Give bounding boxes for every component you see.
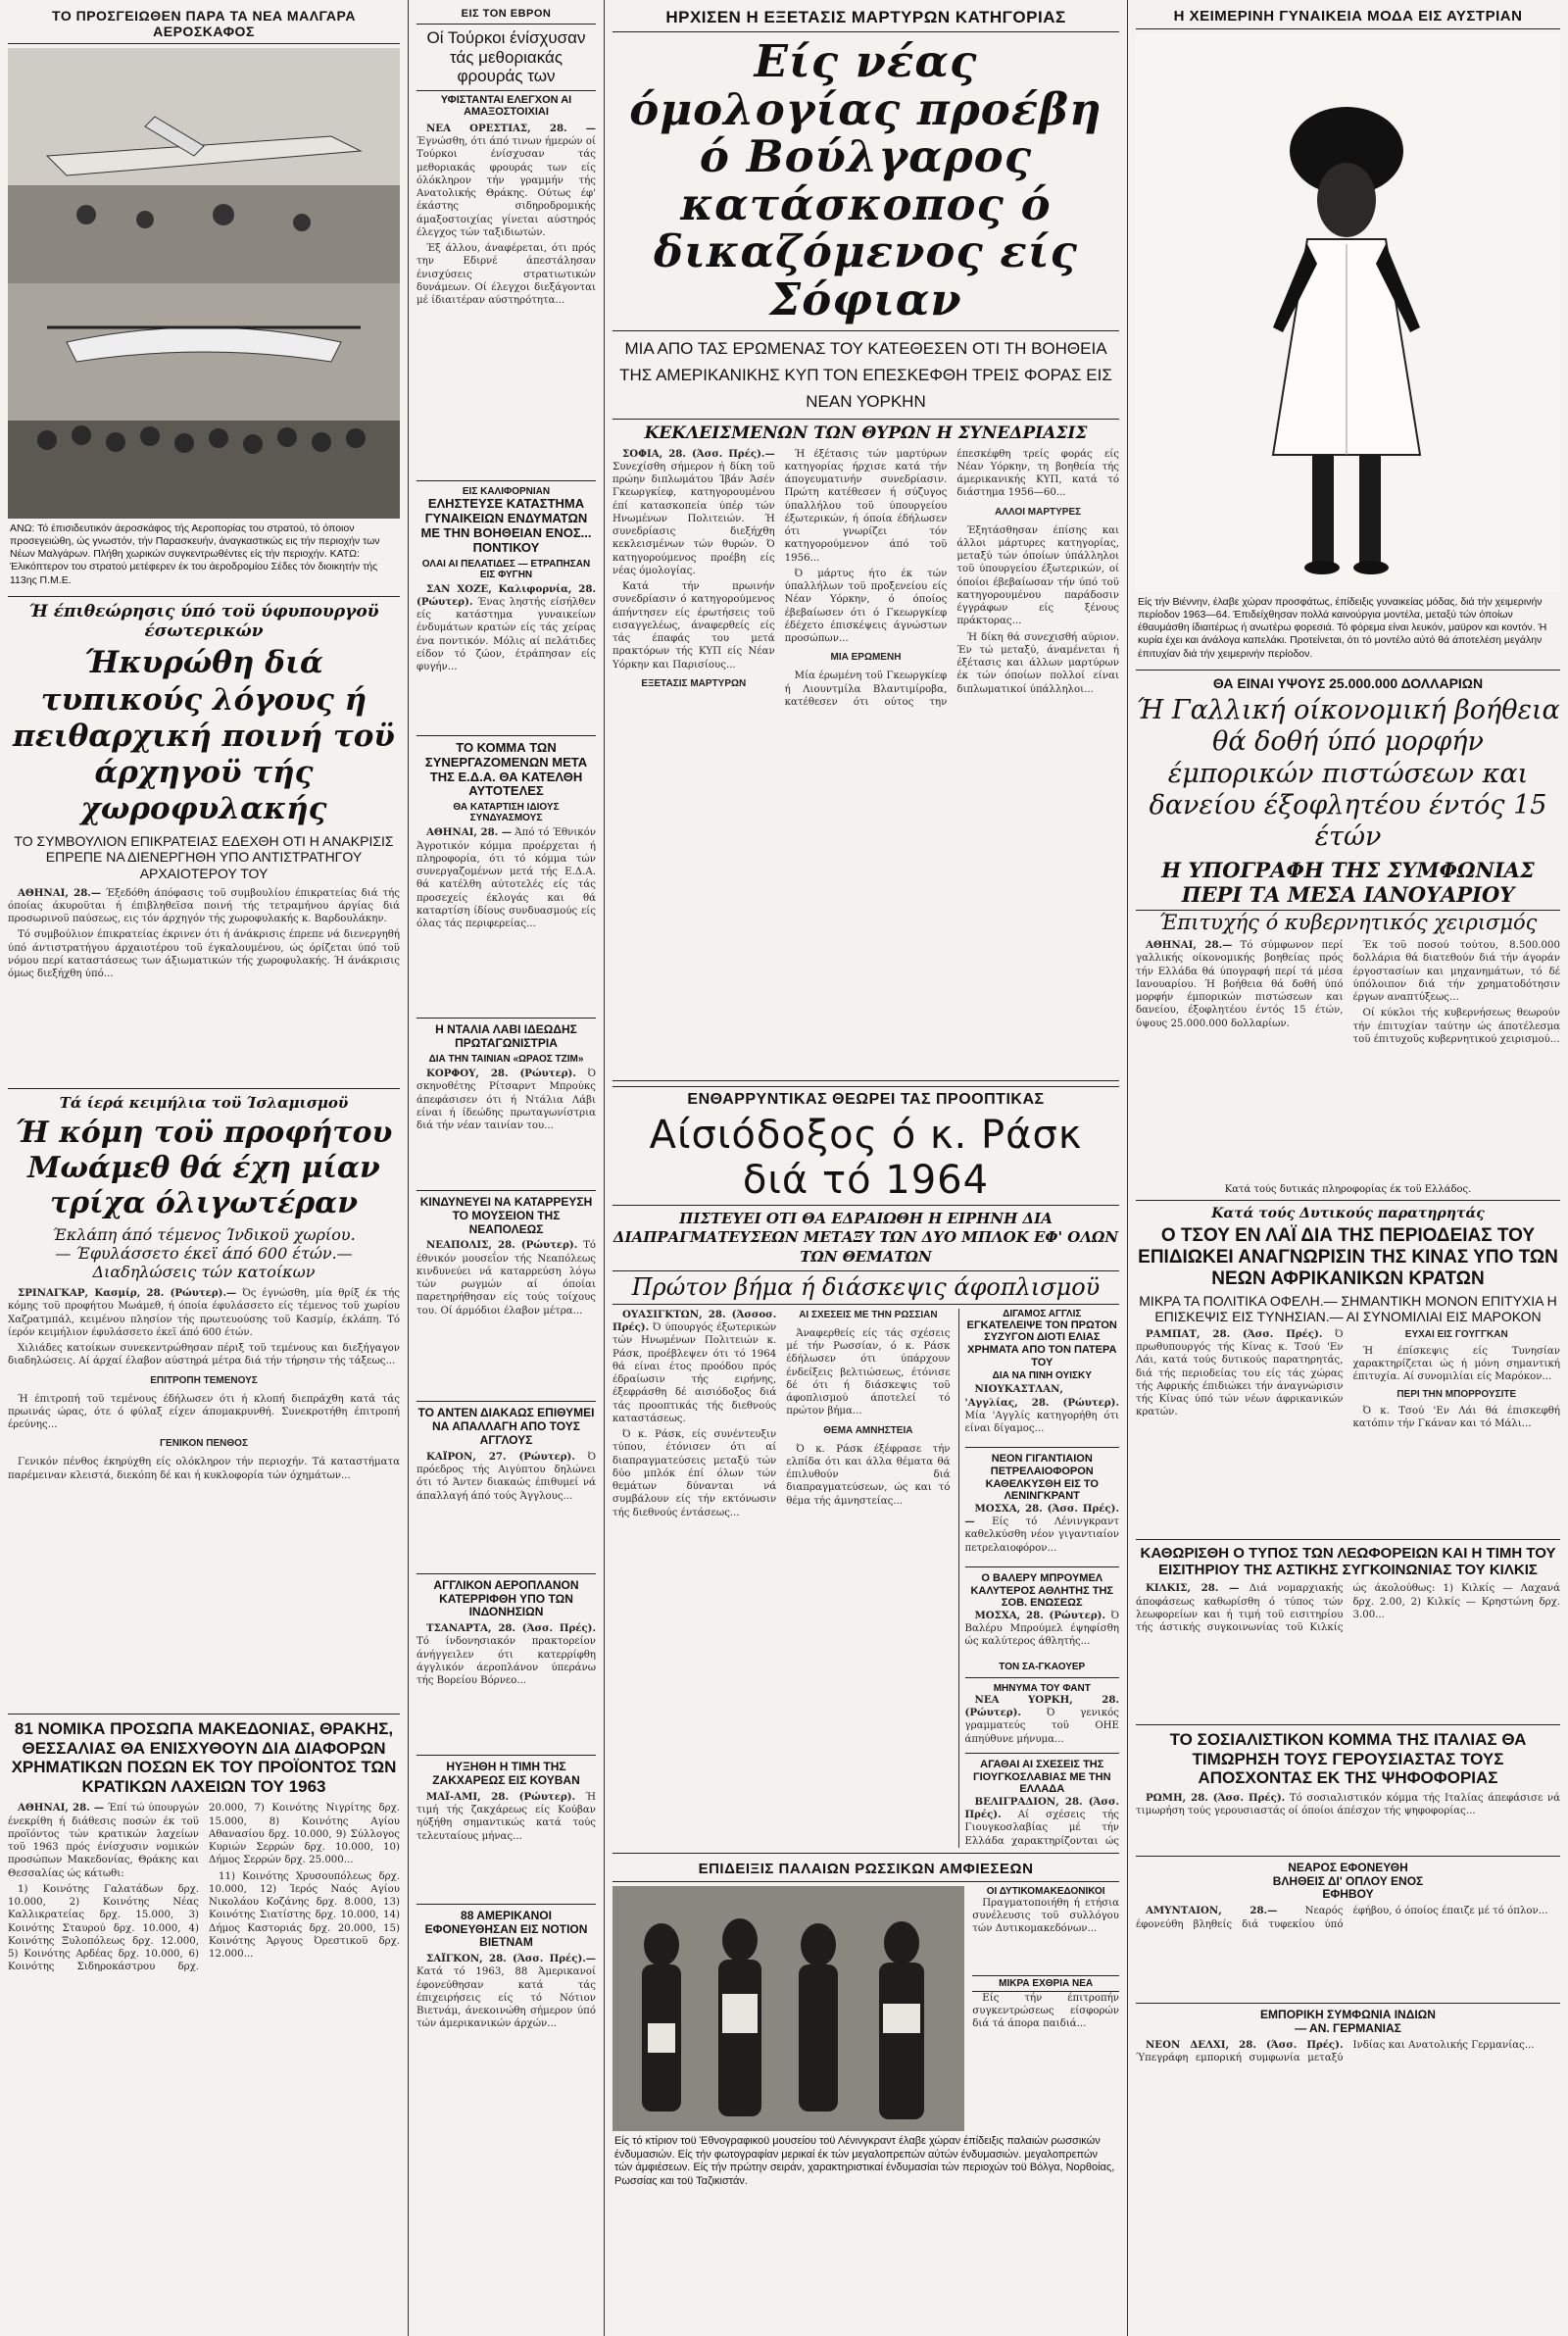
story-title: ΤΟ ΣΟΣΙΑΛΙΣΤΙΚΟΝ ΚΟΜΜΑ ΤΗΣ ΙΤΑΛΙΑΣ ΘΑ ΤΙΜΩΡΗΣΗ ΤΟΥΣ ΓΕΡΟΥΣΙΑΣΤΑΣ ΤΟΥΣ ΑΠΟΣΧΟΝΤΑΣ ΕΚ ΤΗΣ ΨΗΦΟΦΟΡΙΑΣ [1169, 1730, 1527, 1788]
story-title: Ο ΤΣΟΥ ΕΝ ΛΑΪ ΔΙΑ ΤΗΣ ΠΕΡΙΟΔΕΙΑΣ ΤΟΥ ΕΠΙΔΙΩΚΕΙ ΑΝΑΓΝΩΡΙΣΙΝ ΤΗΣ ΚΙΝΑΣ ΥΠΟ ΤΩΝ ΝΕΩΝ ΑΦΡΙΚΑΝΙΚΩΝ ΚΡΑΤΩΝ [1138, 1225, 1558, 1289]
story-body: ΑΘΗΝΑΙ, 28. — Άπό τό Έθνικόν Άγροτικόν κόμμα προέρχεται ή πληροφορία, ότι τό κόμμα τών συνεργαζομένων μετά τής Ε.Δ.Α. θά κατέλθη αύτοτελές είς τάς προσεχείς έκλογάς και θά καταρτίση ίδίους συνδυασμούς είς όλας τάς περιφερείας... [416, 826, 596, 930]
lead-deck: ΜΙΑ ΑΠΟ ΤΑΣ ΕΡΩΜΕΝΑΣ ΤΟΥ ΚΑΤΕΘΕΣΕΝ ΟΤΙ ΤΗ ΒΟΗΘΕΙΑ ΤΗΣ ΑΜΕΡΙΚΑΝΙΚΗΣ ΚΥΠ ΤΟΝ ΕΠΕΣΚΕΦΘΗ ΤΡΕΙΣ ΦΟΡΑΣ ΕΙΣ ΝΕΑΝ ΥΟΡΚΗΝ [612, 330, 1119, 421]
story-deck: Έκλάπη άπό τέμενος Ίνδικοϋ χωρίου.— Έφυλάσσετο έκεϊ άπό 600 έτών.— Διαδηλώσεις τών κατοίκων [52, 1224, 356, 1281]
photo-kicker: ΕΠΙΔΕΙΞΙΣ ΠΑΛΑΙΩΝ ΡΩΣΣΙΚΩΝ ΑΜΦΙΕΣΕΩΝ [612, 1859, 1119, 1882]
story-kicker: ΕΙΣ ΤΟΝ ΕΒΡΟΝ [416, 6, 596, 25]
story-sub: Πρώτον βήμα ή διάσκεψις άφοπλισμοϋ [612, 1270, 1119, 1305]
caption-part: Είς τό κτίριον τοϋ Έθνογραφικοϋ μουσείου τοϋ Λένινγκραντ έλαβε χώραν έπίδειξις παλαιών ρωσσικών ένδυμασιών. Είς τήν φωτογραφίαν μερικαί έκ τών μεγαλοπρεπών αύτών ένδυμασιών. [614, 2134, 1101, 2161]
story-tail: Κατά τούς δυτικάς πληροφορίας έκ τοϋ Ελλάδος. [1224, 1184, 1472, 1196]
story-body: ΑΜΥΝΤΑΙΟΝ, 28.— Νεαρός έφονεύθη βληθείς διά τυφεκίου ύπό έφήβου, ό όποίος έπαιζε μέ τό όπλον... [1136, 1905, 1548, 1930]
aircraft-photo [8, 48, 400, 519]
story-body: ΡΑΜΠΑΤ, 28. (Άσσ. Πρές). Ό πρωθυπουργός τής Κίνας κ. Τσού 'Εν Λάι, κατά τούς δυτικούς παρατηρητάς, διά τής περιοδείας του είς τάς χώρας τής Αφρικής έπιδιώκει τήν άναγνώρισιν τής Κίνας ύπό τών νέων άφρικανικών κρατών. ΕΥΧΑΙ ΕΙΣ ΓΟΥΓΓΚΑΝ Ή έπίσκεψις είς Τυνησίαν χαρακτηρίζεται ώς ή μόνη σημαντική έπιτυχία. Αί συνομιλίαι είς Μαρόκον... ΠΕΡΙ ΤΗΝ ΜΠΟΡΡΟΥΣΙΤΕ Ό κ. Τσού 'Εν Λάι θά έπισκεφθή κατόπιν τήν Γκάναν και τό Μάλι... [1136, 1327, 1560, 1429]
story-body: Είς τήν έπιτροπήν συγκεντρώσεως είσφορών διά τά άπορα παιδιά... [972, 1992, 1119, 2030]
story-body: ΜΟΣΧΑ, 28. (Άσσ. Πρές).— Είς τό Λένινγκραντ καθελκύσθη νέον γιγαντιαίον πετρελαιοφόρον... [964, 1502, 1119, 1554]
fashion-photo [1136, 33, 1560, 592]
story-title: Η ΝΤΑΛΙΑ ΛΑΒΙ ΙΔΕΩΔΗΣ ΠΡΩΤΑΓΩΝΙΣΤΡΙΑ [435, 1022, 577, 1051]
rusk-body: ΟΥΑΣΙΓΚΤΩΝ, 28. (Άσσοσ. Πρές). Ό ύπουργός έξωτερικών τών Ηνωμένων Πολιτειών κ. Ράσκ, προέβλεψεν ότι τό 1964 θά είναι έτος προόδου πρός έδραίωσιν τής ειρήνης, έξεφράσθη δέ αισιόδοξος διά τάς προοπτικάς τής διεθνούς καταστάσεως. Ό κ. Ράσκ, είς συνέντευξιν τύπου, έτόνισεν ότι αί διαπραγματεύσεις μεταξύ τών δύο μπλόκ έπί όλων τών θεμάτων δύνανται νά συμβάλουν είς τήν εκτόνωσιν τής διεθνούς έντάσεως... ΑΙ ΣΧΕΣΕΙΣ ΜΕ ΤΗΝ ΡΩΣΣΙΑΝ Άναφερθείς είς τάς σχέσεις μέ τήν Ρωσσίαν, ό κ. Ράσκ έδήλωσεν ότι ύπάρχουν ένδείξεις βελτιώσεως, έτόνισε δέ ότι ή διάσκεψις τοϋ άφοπλισμού άποτελεί τό πρώτον βήμα... ΘΕΜΑ ΑΜΝΗΣΤΕΙΑ Ό κ. Ράσκ έξέφρασε τήν ελπίδα ότι και άλλα θέματα θά έπιλυθούν διά διαπραγματεύσεων, ώς και τό θέμα τής άμνηστείας... [612, 1308, 951, 1518]
story-body: ΝΕΑ ΟΡΕΣΤΙΑΣ, 28. — Έγνώσθη, ότι άπό τινων ήμερών οί Τούρκοι ένίσχυσαν τάς μεθοριακάς φρουράς των είς όλόκληρον τήν γραμμήν τής Ανατολικής Θράκης. Ούτως έφ' έκάστης σιδηροδρομικής άμαξοστοιχίας γίνεται αύστηρός έλεγχος τών ταξιδιωτών. Έξ άλλου, άναφέρεται, ότι πρός την Εδιρνέ άπεστάλησαν ένισχύσεις στρατιωτικών δυνάμεων. Οί έλεγχοι διεξάγονται μέ ίδιαιτέραν αύστηρότητα... [416, 122, 596, 307]
story-deck: ΟΛΑΙ ΑΙ ΠΕΛΑΤΙΔΕΣ — ΕΤΡΑΠΗΣΑΝ ΕΙΣ ΦΥΓΗΝ [421, 558, 591, 580]
subhead: ΤΟΝ ΣΑ-ΓΚΑΟΥΕΡ [999, 1661, 1086, 1672]
story-title: ΚΑΘΩΡΙΣΘΗ Ο ΤΥΠΟΣ ΤΩΝ ΛΕΩΦΟΡΕΙΩΝ ΚΑΙ Η ΤΙΜΗ ΤΟΥ ΕΙΣΙΤΗΡΙΟΥ ΤΗΣ ΑΣΤΙΚΗΣ ΣΥΓΚΟΙΝΩΝΙΑΣ ΤΟΥ ΚΙΛΚΙΣ [1140, 1544, 1556, 1578]
subhead: ΠΕΡΙ ΤΗΝ ΜΠΟΡΡΟΥΣΙΤΕ [1396, 1388, 1517, 1400]
dateline: ΣΡΙΝΑΓΚΑΡ, Κασμίρ, 28. (Ρώυτερ).— [18, 1287, 237, 1300]
column-right [1128, 0, 1568, 2336]
story-body: ΒΕΛΙΓΡΑΔΙΟΝ, 28. (Άσσ. Πρές). Αί σχέσεις τής Γιουγκοσλαβίας μέ τήν Ελλάδα χαρακτηρίζονται ώς [964, 1795, 1119, 1847]
story-title: ΚΙΝΔΥΝΕΥΕΙ ΝΑ ΚΑΤΑΡΡΕΥΣΗ ΤΟ ΜΟΥΣΕΙΟΝ ΤΗΣ ΝΕΑΠΟΛΕΩΣ [419, 1195, 593, 1236]
story-body: ΑΘΗΝΑΙ, 28. — Έπί τώ ύπουργών ένεκρίθη ή διάθεσις ποσών έκ τοϋ προϊόντος τών κρατικών λαχείων τοϋ 1963 πρός ένίσχυσιν νομικών προσώπων Μακεδονίας, Θράκης και Θεσσαλίας ώς κάτωθι: 1) Κοινότης Γαλατάδων δρχ. 10.000, 2) Κοινότης Νέας Καλλικρατείας δρχ. 15.000, 3) Κοινότης Σταυρού δρχ. 10.000, 4) Κοινότης Ξυλοπόλεως δρχ. 12.000, 5) Κοινότης Αρδέας δρχ. 10.000, 6) Κοινότης Σιδηροκάστρου δρχ. 20.000, 7) Κοινότης Νιγρίτης δρχ. 15.000, 8) Κοινότης Αγίου Αθανασίου δρχ. 10.000, 9) Σύλλογος Κυριών Σερρών δρχ. 10.000, 10) Δήμος Σερρών δρχ. 25.000... 11) Κοινότης Χρυσουπόλεως δρχ. 10.000, 12) Ίερός Ναός Αγίου Νικολάου Κοζάνης δρχ. 8.000, 13) Κοινότης Σιατίστης δρχ. 10.000, 14) Δήμος Καστοριάς δρχ. 20.000, 15) Κοινότης Άργους Όρεστικοϋ δρχ. 12.000... [8, 1802, 400, 1973]
story-title: ΗΥΞΗΘΗ Η ΤΙΜΗ ΤΗΣ ΖΑΚΧΑΡΕΩΣ ΕΙΣ ΚΟΥΒΑΝ [432, 1760, 580, 1787]
fashion-photo-art [1136, 33, 1560, 592]
subhead: ΟΙ ΔΥΤΙΚΟΜΑΚΕΔΟΝΙΚΟΙ [986, 1885, 1105, 1897]
rusk-story [612, 1086, 1119, 1206]
story-body: ΝΕΑΠΟΛΙΣ, 28. (Ρώυτερ). Τό έθνικόν μουσεΐον τής Νεαπόλεως κινδυνεύει νά καταρρεύση λόγω τών ρωγμών αί όποίαι παρετηρήθησαν είς τούς τοίχους του. Οί άρμόδιοι έλαβον μέτρα... [416, 1239, 596, 1317]
subhead: ΕΞΕΤΑΣΙΣ ΜΑΡΤΥΡΩΝ [641, 677, 747, 689]
dateline: ΝΕΑ ΥΟΡΚΗ, 28. (Ρώυτερ). [964, 1693, 1119, 1719]
dateline: ΡΑΜΠΑΤ, 28. (Άσσ. Πρές). [1146, 1327, 1323, 1340]
story-body: ΚΑΪΡΟΝ, 27. (Ρώυτερ). Ό πρόεδρος τής Αιγύπτου δηλώνει ότι τό Άντεν διακαώς έπιθυμεί νά άπαλλαγή άπό τούς Άγγλους... [416, 1450, 596, 1502]
story-title: Αίσιόδοξος ό κ. Ράσκ διά τό 1964 [649, 1112, 1083, 1203]
photo-caption: Είς τήν Βιέννην, έλαβε χώραν προσφάτως, έπίδειξις γυναικείας μόδας, διά τήν χειμερινήν περίοδον 1963—64. Έπιδείχθησαν πολλά καινούργια μοντέλα, μεταξύ τών όποίων έθαυμάσθη ίδιαιτέρως ή ανωτέρω φορεσιά. Τό φόρεμα είναι λευκόν, μαϋρον και κοντόν. Ή κυρία έχει και άνάλογα καπελάκι. Προτείνεται, ότι τό μοντέλο αύτό θά άποτελέση μεγάλην έπιτυχίαν διά τήν χειμερινήν περίοδον. [1138, 596, 1547, 660]
story-deck: ΠΙΣΤΕΥΕΙ ΟΤΙ ΘΑ ΕΔΡΑΙΩΘΗ Η ΕΙΡΗΝΗ ΔΙΑ ΔΙΑΠΡΑΓΜΑΤΕΥΣΕΩΝ ΜΕΤΑΞΥ ΤΩΝ ΔΥΟ ΜΠΛΟΚ ΕΦ' ΟΛΩΝ ΤΩΝ ΘΕΜΑΤΩΝ [612, 1209, 1119, 1266]
story-title: ΤΟ ΑΝΤΕΝ ΔΙΑΚΑΩΣ ΕΠΙΘΥΜΕΙ ΝΑ ΑΠΑΛΛΑΓΗ ΑΠΟ ΤΟΥΣ ΑΓΓΛΟΥΣ [417, 1406, 595, 1447]
story-deck: ΔΙΑ ΤΗΝ ΤΑΙΝΙΑΝ «ΩΡΑΟΣ ΤΖΙΜ» [428, 1054, 584, 1066]
photo-kicker: Η ΧΕΙΜΕΡΙΝΗ ΓΥΝΑΙΚΕΙΑ ΜΟΔΑ ΕΙΣ ΑΥΣΤΡΙΑΝ [1136, 6, 1560, 29]
dateline: ΟΥΑΣΙΓΚΤΩΝ, 28. (Άσσοσ. Πρές). [612, 1308, 777, 1334]
aircraft-photo-art [8, 48, 400, 519]
story-title: ΤΟ ΚΟΜΜΑ ΤΩΝ ΣΥΝΕΡΓΑΖΟΜΕΝΩΝ ΜΕΤΑ ΤΗΣ Ε.Δ.Α. ΘΑ ΚΑΤΕΛΘΗ ΑΥΤΟΤΕΛΕΣ [424, 739, 588, 799]
dateline: ΑΘΗΝΑΙ, 28. — [426, 826, 513, 839]
story-kicker: ΔΙΓΑΜΟΣ ΑΓΓΛΙΣ [1003, 1308, 1082, 1319]
dateline: ΑΜΥΝΤΑΙΟΝ, 28.— [1146, 1905, 1278, 1917]
photo-kicker: ΤΟ ΠΡΟΣΓΕΙΩΘΕΝ ΠΑΡΑ ΤΑ ΝΕΑ ΜΑΛΓΑΡΑ ΑΕΡΟΣΚΑΦΟΣ [8, 6, 400, 44]
dateline: ΝΙΟΥΚΑΣΤΛΑΝ, 'Αγγλίας, 28. (Ρώυτερ). [964, 1383, 1119, 1409]
story-deck: ΜΙΚΡΑ ΤΑ ΠΟΛΙΤΙΚΑ ΟΦΕΛΗ.— ΣΗΜΑΝΤΙΚΗ ΜΟΝΟΝ ΕΠΙΤΥΧΙΑ Η ΕΠΙΣΚΕΨΙΣ ΕΙΣ ΤΥΝΗΣΙΑΝ.— ΑΙ ΣΥΝΟΜΙΛΙΑΙ ΕΙΣ ΜΑΡΟΚΟΝ [1139, 1292, 1557, 1324]
story-title: ΕΓΚΑΤΕΛΕΙΨΕ ΤΟΝ ΠΡΩΤΟΝ ΣΥΖΥΓΟΝ ΔΙΟΤΙ ΕΛΙΑΣ ΧΡΗΜΑΤΑ ΑΠΟ ΤΟΝ ΠΑΤΕΡΑ ΤΟΥ [966, 1318, 1117, 1368]
story-body: ΚΙΛΚΙΣ, 28. — Διά νομαρχιακής άποφάσεως καθωρίσθη ό τύπος τών λεωφορείων και ή τιμή τοϋ εισιτηρίου τής άστικής συγκοινωνίας τοϋ Κιλκίς ώς άκολούθως: 1) Κιλκίς — Λαχανά δρχ. 2.00, 2) Κιλκίς — Κρηστώνη δρχ. 3.00... [1136, 1582, 1560, 1633]
story-deck: ΔΙΑ ΝΑ ΠΙΝΗ ΟΥΙΣΚΥ [992, 1370, 1092, 1382]
story-title: Ή Γαλλική οίκονομική βοήθεια θά δοθή ύπό μορφήν έμπορικών πιστώσεων και δανείου έξοφλητέου έντός 15 έτών [1136, 694, 1560, 853]
story-body: ΜΟΣΧΑ, 28. (Ρώυτερ). Ό Βαλέρυ Μπρούμελ έψηφίσθη ώς καλύτερος άθλητής... [964, 1609, 1119, 1648]
subhead: ΘΕΜΑ ΑΜΝΗΣΤΕΙΑ [823, 1424, 913, 1436]
story-body: ΜΑΪ-ΑΜΙ, 28. (Ρώυτερ). Ή τιμή τής ζακχάρεως είς Κούβαν ηύξήθη σημαντικώς κατά τούς τελευταίους μήνας... [416, 1790, 596, 1842]
subhead: ΜΙΑ ΕΡΩΜΕΝΗ [830, 652, 902, 664]
dateline: ΑΘΗΝΑΙ, 28.— [18, 886, 102, 899]
story-title: 88 ΑΜΕΡΙΚΑΝΟΙ ΕΦΟΝΕΥΘΗΣΑΝ ΕΙΣ ΝΟΤΙΟΝ ΒΙΕΤΝΑΜ [424, 1908, 588, 1950]
story-title: ΜΗΝΥΜΑ ΤΟΥ ΦΑΝΤ [993, 1682, 1091, 1694]
story-kicker: ΕΙΣ ΚΑΛΙΦΟΡΝΙΑΝ [462, 485, 551, 497]
story-title: Ήκυρώθη διά τυπικούς λόγους ή πειθαρχική ποινή τοϋ άρχηγοϋ τής χωροφυλακής [13, 645, 395, 827]
lead-kicker: ΗΡΧΙΣΕΝ Η ΕΞΕΤΑΣΙΣ ΜΑΡΤΥΡΩΝ ΚΑΤΗΓΟΡΙΑΣ [612, 6, 1119, 32]
story-body: ΚΟΡΦΟΥ, 28. (Ρώυτερ). Ό σκηνοθέτης Ρίτσαρντ Μπρούκς άπεφάσισεν ότι ή Ντάλια Λάβι είναι ή ίδεώδης πρωταγωνίστρια διά τήν νέαν ταινίαν του... [416, 1068, 596, 1132]
story-body: ΣΡΙΝΑΓΚΑΡ, Κασμίρ, 28. (Ρώυτερ).— Ός έγνώσθη, μία θρίξ έκ τής κόμης τοϋ προφήτου Μωάμεθ, ή όποία έφυλάσσετο είς τέμενος τοϋ χωρίου Χαζρατμπάλ, κειμένου πλησίον τής πρωτευούσης τοϋ Κασμίρ, έκλάπη. Τό ίερόν κειμήλιον έφυλάσσετο έκεϊ άπό 600 έτών. Χιλιάδες κατοίκων συνεκεντρώθησαν πέριξ τοϋ τεμένους και διεξήγαγον διαδηλώσεις. Αί άρχαί έλαβον αύστηρά μέτρα διά τήν τήρησιν τής τάξεως... ΕΠΙΤΡΟΠΗ ΤΕΜΕΝΟΥΣ Ή έπιτροπή τοϋ τεμένους έδήλωσεν ότι ή κλοπή διεπράχθη κατά τάς πρωινάς ώρας, ότε ό φύλαξ είχεν άπομακρυνθή. Συνεκροτήθη έπιτροπή έρεύνης... ΓΕΝΙΚΟΝ ΠΕΝΘΟΣ Γενικόν πένθος έκηρύχθη είς ολόκληρον τήν περιοχήν. Τά καταστήματα παρέμειναν κλειστά, διεκόπη δέ και ή κυκλοφορία τών όχημάτων... [8, 1287, 400, 1481]
dateline: ΡΩΜΗ, 28. (Άσσ. Πρές). [1146, 1791, 1286, 1804]
dateline: ΜΟΣΧΑ, 28. (Άσσ. Πρές).— [964, 1502, 1119, 1528]
dateline: ΝΕΟΝ ΔΕΛΧΙ, 28. (Άσσ. Πρές). [1146, 2038, 1344, 2051]
story-body: ΤΣΑΝΑΡΤΑ, 28. (Άσσ. Πρές). Τό ίνδονησιακόν πρακτορείον άνήγγειλεν ότι κατερρίφθη άγγλικόν άεροπλάνον ύπεράνω τής Βορείου Βόρνεο... [416, 1622, 596, 1687]
story-body: ΣΑΪΓΚΟΝ, 28. (Άσσ. Πρές).— Κατά τό 1963, 88 Άμερικανοί έφονεύθησαν κατά τάς έπιχειρήσεις είς τό Νότιον Βιετνάμ, άνεκοινώθη σήμερον ύπό τών άμερικανικών άρχών... [416, 1953, 596, 2030]
lead-sub: ΚΕΚΛΕΙΣΜΕΝΩΝ ΤΩΝ ΘΥΡΩΝ Η ΣΥΝΕΔΡΙΑΣΙΣ [644, 423, 1088, 444]
story-subhead: ΥΦΙΣΤΑΝΤΑΙ ΕΛΕΓΧΟΝ ΑΙ ΑΜΑΞΟΣΤΟΙΧΙΑΙ [416, 90, 596, 119]
story-title: ΕΛΗΣΤΕΥΣΕ ΚΑΤΑΣΤΗΜΑ ΓΥΝΑΙΚΕΙΩΝ ΕΝΔΥΜΑΤΩΝ ΜΕ ΤΗΝ ΒΟΗΘΕΙΑΝ ΕΝΟΣ... ΠΟΝΤΙΚΟΥ [420, 495, 592, 555]
story-title: ΑΓΑΘΑΙ ΑΙ ΣΧΕΣΕΙΣ ΤΗΣ ΓΙΟΥΓΚΟΣΛΑΒΙΑΣ ΜΕ ΤΗΝ ΕΛΛΑΔΑ [973, 1758, 1111, 1796]
caption-part: Νορθοίας, Ρωσσίας και τοϋ Ταζικιστάν. [614, 2162, 1115, 2188]
story-title: Οί Τούρκοι ένίσχυσαν τάς μεθοριακάς φρουράς των [426, 28, 586, 86]
subhead: ΕΠΙΤΡΟΠΗ ΤΕΜΕΝΟΥΣ [150, 1374, 258, 1386]
subhead: ΜΙΚΡΑ ΕΧΘΡΙΑ ΝΕΑ [972, 1975, 1119, 1992]
dateline: ΑΘΗΝΑΙ, 28. — [18, 1802, 105, 1814]
dateline: ΝΕΑΠΟΛΙΣ, 28. (Ρώυτερ). [426, 1239, 578, 1252]
subhead: ΓΕΝΙΚΟΝ ΠΕΝΘΟΣ [160, 1438, 248, 1450]
story-body: ΝΙΟΥΚΑΣΤΛΑΝ, 'Αγγλίας, 28. (Ρώυτερ). Μία 'Αγγλίς κατηγορήθη ότι είναι δίγαμος... [964, 1383, 1119, 1435]
costume-photo [612, 1886, 964, 2131]
story-body: ΡΩΜΗ, 28. (Άσσ. Πρές). Τό σοσιαλιστικόν κόμμα τής Ιταλίας άπεφάσισε νά τιμωρήση τούς γερουσιαστάς οί όποίοι άπέσχον τής ψηφοφορίας... [1136, 1791, 1560, 1817]
story-title: 81 ΝΟΜΙΚΑ ΠΡΟΣΩΠΑ ΜΑΚΕΔΟΝΙΑΣ, ΘΡΑΚΗΣ, ΘΕΣΣΑΛΙΑΣ ΘΑ ΕΝΙΣΧΥΘΟΥΝ ΔΙΑ ΔΙΑΦΟΡΩΝ ΧΡΗΜΑΤΙΚΩΝ ΠΟΣΩΝ ΕΚ ΤΟΥ ΠΡΟΪΟΝΤΟΣ ΤΩΝ ΚΡΑΤΙΚΩΝ ΛΑΧΕΙΩΝ ΤΟΥ 1963 [11, 1719, 397, 1796]
story-deck: ΘΑ ΚΑΤΑΡΤΙΣΗ ΙΔΙΟΥΣ ΣΥΝΔΥΑΣΜΟΥΣ [453, 802, 560, 824]
dateline: ΑΘΗΝΑΙ, 28.— [1146, 939, 1233, 952]
dateline: ΒΕΛΙΓΡΑΔΙΟΝ, 28. (Άσσ. Πρές). [964, 1795, 1119, 1821]
lead-headline: Είς νέας όμολογίας προέβη ό Βούλγαρος κατάσκοπος ό δικαζόμενος είς Σόφιαν [629, 35, 1102, 325]
story-title: ΕΜΠΟΡΙΚΗ ΣΥΜΦΩΝΙΑ ΙΝΔΙΩΝ — ΑΝ. ΓΕΡΜΑΝΙΑΣ [1260, 2008, 1436, 2036]
story-title: ΝΕΟΝ ΓΙΓΑΝΤΙΑΙΟΝ ΠΕΤΡΕΛΑΙΟΦΟΡΟΝ ΚΑΘΕΛΚΥΣΘΗ ΕΙΣ ΤΟ ΛΕΝΙΝΓΚΡΑΝΤ [985, 1453, 1099, 1503]
column-left [0, 0, 408, 2336]
subhead: ΑΙ ΣΧΕΣΕΙΣ ΜΕ ΤΗΝ ΡΩΣΣΙΑΝ [799, 1309, 938, 1320]
story-body: ΑΘΗΝΑΙ, 28.— Τό σύμφωνον περί γαλλικής οίκονομικής βοηθείας πρός τήν Ελλάδα θά ύπογραφή περί τά μέσα Ιανουαρίου. Ή βοήθεια θά δοθή ύπό μορφήν έμπορικών πιστώσεων και δανείου, έξοφλητέου έντός 15 έτών, ύψους 25.000.000 δολλαρίων. Έκ τοϋ ποσού τούτου, 8.500.000 δολλάρια θά διατεθούν διά τήν άγοράν έργοστασίων και μηχανημάτων, τό δέ ύπόλοιπον διά τήν χρηματοδότησιν έργων αναπτύξεως... Οί κύκλοι τής κυβερνήσεως θεωρούν τήν έπιτυχίαν ταύτην ώς άποτέλεσμα τοϋ έπιτυχοϋς κυβερνητικού χειρισμού... [1136, 939, 1560, 1045]
lead-body: ΣΟΦΙΑ, 28. (Άσσ. Πρές).— Συνεχίσθη σήμερον ή δίκη τοϋ πρώην διπλωμάτου Ίβάν Άσέν Γκεωργκίεφ, κατηγορουμένου έπί κατασκοπεία ύπέρ τών Ηνωμένων Πολιτειών. Ή συνεδρίασις διεξήχθη κεκλεισμένων τών θυρών. Ό κατηγορούμενος προέβη είς νέας όμολογίας. Κατά τήν πρωινήν συνεδρίασιν ό κατηγορούμενος άπήντησεν είς έρωτήσεις τοϋ εισαγγελέως, άναφερθείς είς τάς έπαφάς του μετά πρακτόρων τής ΚΥΠ είς Νέαν Υόρκην και Παρισίους... ΕΞΕΤΑΣΙΣ ΜΑΡΤΥΡΩΝ Ή έξέτασις τών μαρτύρων κατηγορίας ήρχισε κατά τήν άπογευματινήν συνεδρίασιν. Πρώτη κατέθεσεν ή σύζυγος ύπαλλήλου τοϋ ύπουργείου έξωτερικών, ή όποία έδήλωσεν ότι γνωρίζει τόν κατηγορούμενον άπό τοϋ 1956... Ό μάρτυς ήτο έκ τών ύπαλλήλων τοϋ προξενείου είς Νέαν Υόρκην, ό όποίος έβεβαίωσεν ότι ό Γκεωργκίεφ έδέχετο έπισκέψεις άγνώστων προσώπων... ΜΙΑ ΕΡΩΜΕΝΗ Μία έρωμένη τοϋ Γκεωργκίεφ ή Λιουντμίλα Βλαντιμίροβα, κατέθεσεν ότι ούτος την έπεσκέφθη τρείς φοράς είς Νέαν Υόρκην, τη βοηθεία τής άμερικανικής ΚΥΠ, κατά τό διάστημα 1956—60... ΑΛΛΟΙ ΜΑΡΤΥΡΕΣ Έξητάσθησαν έπίσης και άλλοι μάρτυρες κατηγορίας, μεταξύ τών όποίων ύπάλληλοι τοϋ ύπουργείου έξωτερικών, οί όποίοι έβεβαίωσαν τήν ύπό τοϋ κατηγορουμένου παράδοσιν έγγράφων είς ξένους πράκτορας... Ή δίκη θά συνεχισθή αύριον. Έν τώ μεταξύ, άναμένεται ή έξέτασις και άλλων μαρτύρων έκ τών όποίων πολλοί είναι διπλωματικοί ύπάλληλοι... [612, 447, 1119, 708]
costume-photo-art [612, 1886, 964, 2131]
dateline: ΜΟΣΧΑ, 28. (Ρώυτερ). [974, 1609, 1105, 1621]
dateline: ΣΑΝ ΧΟΖΕ, Καλιφορνία, 28. (Ρώυτερ). [416, 582, 596, 608]
story-title: ΝΕΑΡΟΣ ΕΦΟΝΕΥΘΗ ΒΛΗΘΕΙΣ ΔΙ' ΟΠΛΟΥ ΕΝΟΣ ΕΦΗΒΟΥ [1272, 1860, 1424, 1902]
photo-caption [612, 2131, 1119, 2193]
story-deck: Η ΥΠΟΓΡΑΦΗ ΤΗΣ ΣΥΜΦΩΝΙΑΣ ΠΕΡΙ ΤΑ ΜΕΣΑ ΙΑΝΟΥΑΡΙΟΥ [1161, 857, 1535, 907]
story-subtitle: ΤΟ ΣΥΜΒΟΥΛΙΟΝ ΕΠΙΚΡΑΤΕΙΑΣ ΕΔΕΧΘΗ ΟΤΙ Η ΑΝΑΚΡΙΣΙΣ ΕΠΡΕΠΕ ΝΑ ΔΙΕΝΕΡΓΗΘΗ ΥΠΟ ΑΝΤΙΣΤΡΑΤΗΓΟΥ ΑΡΧΑΙΟΤΕΡΟΥ ΤΟΥ [14, 833, 394, 881]
caption-part: μεγαλοπρεπών τών άμφιέσεων. Είς τήν πρώτην σειράν, χαρακτηριστικαί ένδυμασίαι τών περιοχών τοϋ Βόλγα, [614, 2148, 1099, 2174]
dateline: ΚΟΡΦΟΥ, 28. (Ρώυτερ). [426, 1068, 576, 1080]
story-body: ΝΕΑ ΥΟΡΚΗ, 28. (Ρώυτερ). Ό γενικός γραμματεύς τοϋ ΟΗΕ άπηύθυνε μήνυμα... [964, 1693, 1119, 1745]
story-body: ΝΕΟΝ ΔΕΛΧΙ, 28. (Άσσ. Πρές). Ύπεγράφη εμπορική συμφωνία μεταξύ Ινδίας και Ανατολικής Γερμανίας... [1136, 2038, 1535, 2064]
story-kicker: ΕΝΘΑΡΡΥΝΤΙΚΑΣ ΘΕΩΡΕΙ ΤΑΣ ΠΡΟΟΠΤΙΚΑΣ [687, 1090, 1045, 1108]
story-body: ΑΘΗΝΑΙ, 28.— Έξεδόθη άπόφασις τοϋ συμβουλίου έπικρατείας διά τής όποίας άκυροϋται ή έπιβληθεϊσα ποινή τής τετραμήνου άργίας διά προσωρινοϋ παύσεως, εις τόν άρχηγόν τής χωροφυλακής κ. Βαρδουλάκην. Τό συμβούλιον έπικρατείας έκρινεν ότι ή άνάκρισις έπρεπε νά διενεργηθή ύπό άντιστρατήγου άρχαιοτέρου τοϋ έγκαλουμένου, ώς όρίζεται ύπό τοϋ νόμου περί καταστάσεως των άξιωματικών τής χωροφυλακής. Ή άνάκρισις όμως διεξήχθη ύπό... [8, 886, 400, 980]
dateline: ΤΣΑΝΑΡΤΑ, 28. (Άσσ. Πρές). [426, 1622, 596, 1635]
dateline: ΝΕΑ ΟΡΕΣΤΙΑΣ, 28. — [426, 122, 596, 134]
dateline: ΚΑΪΡΟΝ, 27. (Ρώυτερ). [426, 1450, 575, 1463]
story-sub: Έπιτυχής ό κυβερνητικός χειρισμός [1136, 910, 1560, 935]
story-body: Πραγματοποιήθη ή ετήσια συνέλευσις τοϋ συλλόγου τών Δυτικομακεδόνων... [972, 1897, 1119, 1935]
story-title: Ο ΒΑΛΕΡΥ ΜΠΡΟΥΜΕΛ ΚΑΛΥΤΕΡΟΣ ΑΘΛΗΤΗΣ ΤΗΣ ΣΟΒ. ΕΝΩΣΕΩΣ [970, 1571, 1114, 1610]
subhead: ΑΛΛΟΙ ΜΑΡΤΥΡΕΣ [995, 506, 1082, 518]
dateline: ΣΑΪΓΚΟΝ, 28. (Άσσ. Πρές).— [426, 1953, 596, 1965]
dateline: ΚΙΛΚΙΣ, 28. — [1146, 1582, 1240, 1595]
story-body: ΣΑΝ ΧΟΖΕ, Καλιφορνία, 28. (Ρώυτερ). Ένας ληστής είσήλθεν είς κατάστημα γυναικείων ένδυμάτων κρατών είς τάς χείρας ένα ποντικόν. Μόλις αί πελάτιδες είδον τό ζώον, έτράπησαν είς φυγήν... [416, 582, 596, 673]
dateline: ΣΟΦΙΑ, 28. (Άσσ. Πρές).— [622, 447, 775, 460]
story-kicker: Κατά τούς Δυτικούς παρατηρητάς [1211, 1206, 1485, 1222]
column-narrow [409, 0, 604, 2336]
subhead: ΕΥΧΑΙ ΕΙΣ ΓΟΥΓΓΚΑΝ [1404, 1328, 1508, 1340]
story-kicker: Ή έπιθεώρησις ύπό τοϋ ύφυπουργοϋ έσωτερικών [28, 601, 379, 642]
story-kicker: Τά ίερά κειμήλια τοϋ Ίσλαμισμοϋ [59, 1093, 349, 1112]
story-title: ΑΓΓΛΙΚΟΝ ΑΕΡΟΠΛΑΝΟΝ ΚΑΤΕΡΡΙΦΘΗ ΥΠΟ ΤΩΝ ΙΝΔΟΝΗΣΙΩΝ [433, 1577, 579, 1619]
column-center [605, 0, 1127, 2336]
dateline: ΜΑΪ-ΑΜΙ, 28. (Ρώυτερ). [426, 1790, 576, 1803]
photo-caption: ΑΝΩ: Τό έπισιδευτικόν άεροσκάφος τής Αεροπορίας του στρατού, τό όποιον προσεγειώθη, ώς γνωστόν, τήν Παρασκευήν, άναγκαστικώς εις τήν περιοχήν των Νέων Μαλγάρων. Πλήθη χωρικών συγκεντρωθέντες είς τήν περιοχήν. ΚΑΤΩ: Έλικόπτερον του στρατού μετέφερεν έκ του άεροδρομίου Σέδες τόν διοικητήν τής 113ης Π.Μ.Ε. [10, 522, 380, 586]
story-title: Ή κόμη τοϋ προφήτου Μωάμεθ θά έχη μίαν τρίχα όλιγωτέραν [15, 1115, 393, 1220]
story-kicker: ΘΑ ΕΙΝΑΙ ΥΨΟΥΣ 25.000.000 ΔΟΛΛΑΡΙΩΝ [1212, 674, 1484, 691]
